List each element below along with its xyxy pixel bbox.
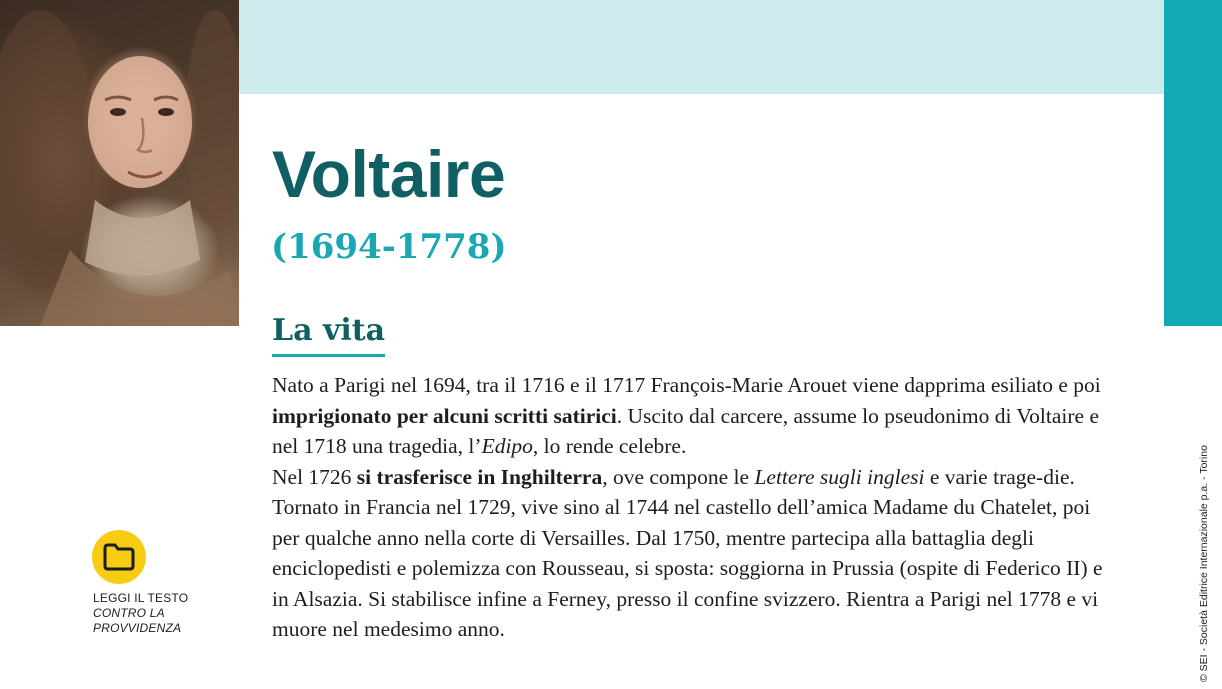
- read-text-link-badge[interactable]: [92, 530, 146, 584]
- header-band: [239, 0, 1164, 94]
- text-run: Nato a Parigi nel 1694, tra il 1716 e il 1717 François-Marie Arouet viene dapprima esiliato e poi: [272, 373, 1101, 397]
- section-heading: La vita: [272, 310, 385, 357]
- text-run: e varie trage-die. Tornato in Francia nel 1729, vive sino al 1744 nel castello dell’amica Madame du Chatelet, poi per qualche anno nella corte di Versailles. Dal 1750, mentre partecipa alla battaglia degli enciclopedisti e polemizza con Rousseau, si sposta: soggiorna in Prussia (ospite di Federico II) e in Alsazia. Si stabilisce infine a Ferney, presso il confine svizzero. Rientra a Parigi nel 1778 e vi muore nel medesimo anno.: [272, 464, 1103, 641]
- text-run: . Uscito dal carcere, assume lo pseudonimo di Voltaire e nel 1718 una tragedia, l’: [272, 403, 1099, 458]
- text-run: , lo rende celebre.: [532, 434, 687, 458]
- page-title: Voltaire: [272, 137, 506, 211]
- bold-phrase: imprigionato per alcuni scritti satirici: [272, 403, 617, 428]
- read-label-line-2: CONTRO LA: [93, 606, 165, 620]
- text-run: , ove compone le: [602, 464, 755, 489]
- accent-side-bar: [1164, 0, 1222, 326]
- copyright-notice: © SEI - Società Editrice Internazionale p.a. - Torino: [1198, 445, 1210, 682]
- biography-text: [272, 370, 1114, 645]
- life-dates: (1694-1778): [271, 227, 507, 267]
- italic-title: Lettere sugli inglesi: [754, 464, 925, 489]
- read-label-line-1: LEGGI IL TESTO: [93, 591, 189, 605]
- portrait-face-graphic: [0, 0, 239, 326]
- read-label-line-3: PROVVIDENZA: [93, 621, 182, 635]
- folder-icon: [103, 543, 135, 571]
- voltaire-portrait: [0, 0, 239, 326]
- read-text-link[interactable]: [93, 591, 233, 636]
- bold-phrase: si trasferisce in Inghilterra: [356, 464, 603, 489]
- biography-paragraph-2: [272, 462, 1114, 645]
- biography-paragraph-1: [272, 370, 1114, 462]
- text-run: Nel 1726: [272, 464, 357, 489]
- italic-title: Edipo: [481, 434, 533, 458]
